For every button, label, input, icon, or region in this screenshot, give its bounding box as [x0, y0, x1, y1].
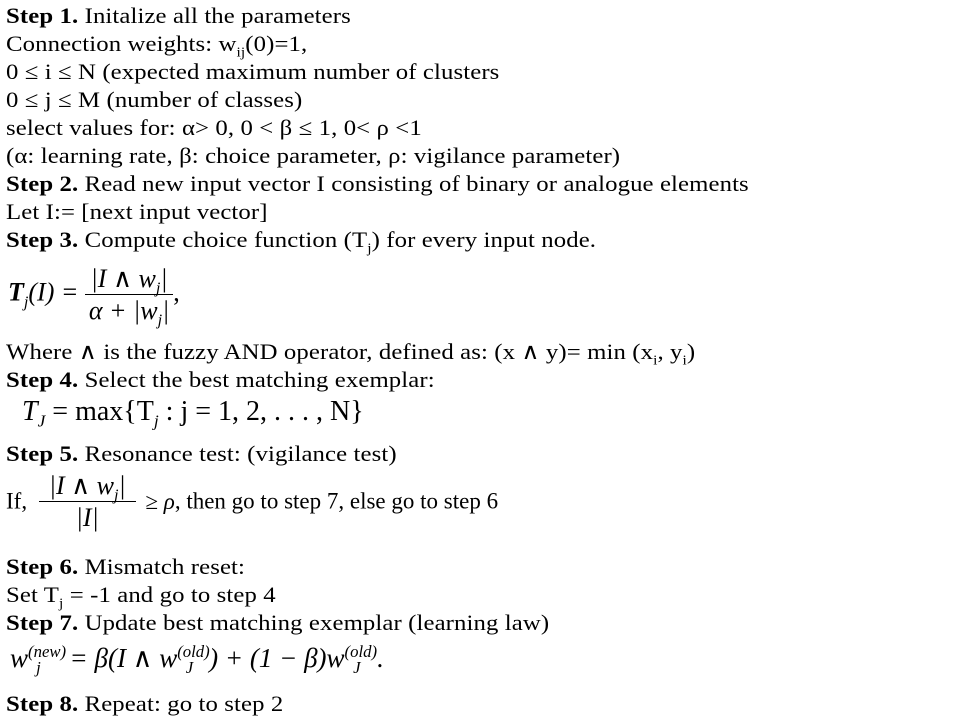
vig-num-end: | — [118, 471, 126, 500]
choice-function-equation — [8, 263, 180, 330]
choice-den-end: | — [162, 296, 170, 326]
step7-label: Step 7. — [6, 610, 79, 635]
i-range-line: 0 ≤ i ≤ N (expected maximum number of clusters — [6, 59, 500, 84]
set-reset-sub: j — [59, 596, 64, 612]
step3-text-end: ) for every input node. — [371, 227, 597, 252]
vigilance-numerator — [39, 470, 136, 505]
choice-num-sub: j — [155, 280, 161, 298]
eq7-w: w — [10, 643, 29, 673]
eq7-end: . — [376, 643, 384, 673]
eq4-sub: J — [37, 411, 46, 431]
choice-num-text: |I ∧ w — [90, 264, 156, 293]
set-reset-text: Set T — [6, 582, 60, 607]
eq-T-arg: (I) = — [28, 277, 79, 307]
eq-T: T — [8, 277, 24, 307]
step7-heading — [6, 609, 549, 636]
set-reset-line — [6, 581, 276, 612]
vigilance-denominator: |I| — [75, 503, 99, 533]
eq7-sup1: (new) — [28, 642, 67, 661]
eq-comma: , — [173, 277, 180, 307]
step2-heading — [6, 170, 749, 197]
learning-law-equation — [10, 642, 384, 678]
step8-label: Step 8. — [6, 691, 79, 716]
select-values-line: select values for: α> 0, 0 < β ≤ 1, 0< ρ <1 — [6, 115, 422, 140]
connection-weights-text: Connection weights: w — [6, 31, 237, 56]
eq4-sub2: j — [153, 411, 159, 431]
parameter-legend-line: (α: learning rate, β: choice parameter, ρ: vigilance parameter) — [6, 143, 621, 168]
vig-num-sub: j — [114, 487, 119, 505]
eq-T-sub: j — [23, 293, 29, 311]
step2-text: Read new input vector I consisting of binary or analogue elements — [78, 171, 749, 196]
eq4-end: : j = 1, 2, . . . , N} — [158, 396, 364, 427]
step5-text: Resonance test: (vigilance test) — [78, 441, 397, 466]
eq4-T: T — [22, 396, 38, 427]
step6-heading — [6, 553, 245, 580]
eq7-sup3: (old) — [344, 642, 378, 661]
step8-text: Repeat: go to step 2 — [78, 691, 284, 716]
step6-label: Step 6. — [6, 554, 79, 579]
step7-text: Update best matching exemplar (learning law) — [78, 610, 550, 635]
fuzzy-and-mid: , y — [657, 339, 683, 364]
set-reset-end: = -1 and go to step 4 — [63, 582, 276, 607]
step3-subscript: j — [367, 241, 372, 257]
fuzzy-and-line — [6, 338, 696, 369]
vigilance-test-equation — [6, 470, 498, 533]
eq7-sub1: j — [36, 658, 41, 678]
step4-text: Select the best matching exemplar: — [78, 367, 435, 392]
step1-label: Step 1. — [6, 3, 79, 28]
eq4-mid: = max{T — [45, 396, 154, 427]
best-match-equation — [22, 396, 364, 431]
eq7-sup2: (old) — [177, 642, 210, 661]
step3-heading — [6, 226, 597, 257]
choice-numerator — [85, 263, 173, 298]
eq7-sub3: J — [353, 658, 361, 678]
step4-label: Step 4. — [6, 367, 79, 392]
step6-text: Mismatch reset: — [78, 554, 246, 579]
fuzzy-sub-1: i — [653, 353, 658, 369]
choice-denominator — [85, 295, 173, 330]
fuzzy-and-text: Where ∧ is the fuzzy AND operator, defined as: (x ∧ y)= min (x — [6, 339, 654, 364]
vig-num-text: |I ∧ w — [48, 471, 115, 500]
choice-num-end: | — [160, 264, 168, 293]
step5-heading — [6, 440, 397, 467]
fuzzy-and-end: ) — [686, 339, 696, 364]
step3-text: Compute choice function (T — [78, 227, 368, 252]
connection-weights-value: (0)=1, — [245, 31, 308, 56]
eq7-mid2: ) + (1 − β)w — [209, 643, 345, 673]
eq7-mid1: = β(I ∧ w — [62, 643, 178, 673]
choice-den-sub: j — [157, 312, 163, 330]
j-range-line: 0 ≤ j ≤ M (number of classes) — [6, 87, 303, 112]
connection-weights-line — [6, 30, 308, 61]
vigilance-condition: ≥ ρ — [145, 488, 175, 514]
fuzzy-sub-2: i — [682, 353, 687, 369]
step3-label: Step 3. — [6, 227, 79, 252]
if-word: If, — [6, 488, 28, 514]
choice-den-text: α + |w — [88, 296, 158, 326]
step5-label: Step 5. — [6, 441, 79, 466]
next-input-line: Let I:= [next input vector] — [6, 199, 268, 224]
choice-fraction — [85, 263, 173, 330]
eq7-sub2: J — [185, 658, 194, 678]
step2-label: Step 2. — [6, 171, 79, 196]
step4-heading — [6, 366, 435, 393]
vigilance-fraction — [39, 470, 136, 533]
step8-heading — [6, 690, 283, 717]
step1-heading — [6, 2, 351, 29]
weights-subscript: ij — [236, 45, 246, 61]
vigilance-outcome: , then go to step 7, else go to step 6 — [174, 488, 499, 514]
step1-text: Initalize all the parameters — [78, 3, 351, 28]
